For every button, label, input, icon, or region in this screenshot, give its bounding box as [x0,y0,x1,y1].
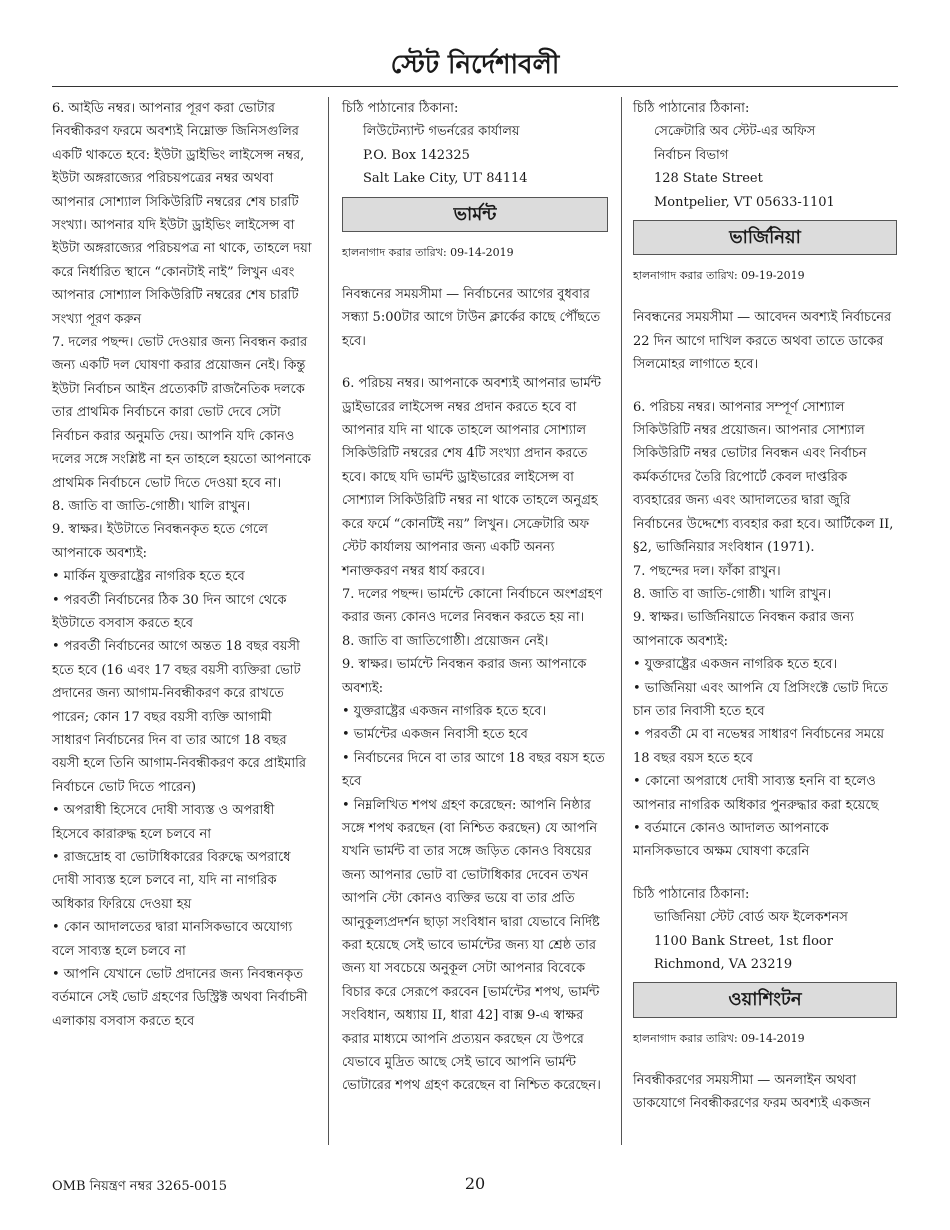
item-heading: 6. আইডি নম্বর। [52,101,136,116]
mailing-address-line: P.O. Box 142325 [363,147,470,163]
deadline-heading: নিবন্ধীকরণের সময়সীমা — [633,1072,771,1088]
deadline-body: নির্বাচনের আগের বুধবার সন্ধ্যা 5:00টার আগে টাউন ক্লার্কের কাছে পৌঁছতে হবে। [342,287,601,349]
deadline-heading: নিবন্ধনের সময়সীমা — [342,287,460,303]
column-vermont [342,97,608,1098]
updated-date: হালনাগাদ করার তারিখ: 09-19-2019 [633,269,805,283]
item-6-id-number [342,372,608,583]
bullet-item: • পরবর্তী নির্বাচনের ঠিক 30 দিন আগে থেকে ইউটাতে বসবাস করতে হবে [52,592,287,631]
registration-deadline [342,283,608,353]
deadline-body: অনলাইন অথবা ডাকযোগে নিবন্ধীকরণের ফরম অবশ্যই একজন [633,1072,871,1112]
item-heading: 8. জাতি বা জাতিগোষ্ঠী। [342,633,470,649]
item-body: ইউটাতে নিবন্ধনকৃত হতে গেলে আপনাকে অবশ্যই: [52,522,268,561]
item-8-race [342,630,608,653]
bullet-item: • অপরাধী হিসেবে দোষী সাব্যস্ত ও অপরাধী হিসেবে কারারুদ্ধ হলে চলবে না [52,803,275,842]
bullet-item: • নির্বাচনের দিনে বা তার আগে 18 বছর বয়স হতে হবে [342,750,605,790]
item-heading: 7. দলের পছন্দ। [52,335,134,351]
bullet-item: • ভার্মন্টের একজন নিবাসী হতে হবে [342,727,528,743]
mailing-address-line: 1100 Bank Street, 1st floor [654,933,833,949]
mailing-address-line: Montpelier, VT 05633-1101 [654,194,835,210]
item-9-signature [52,518,314,565]
item-heading: 7. দলের পছন্দ। [342,586,424,602]
deadline-heading: নিবন্ধনের সময়সীমা — [633,310,751,326]
bullet-item: • কোন আদালতের দ্বারা মানসিকভাবে অযোগ্য বলে সাব্যস্ত হলে চলবে না [52,920,293,959]
mailing-address-line: নির্বাচন বিভাগ [654,147,729,163]
state-heading-vermont: ভার্মন্ট [342,197,608,232]
item-8-race [52,495,314,518]
bullet-item: • আপনি যেখানে ভোট প্রদানের জন্য নিবন্ধনকৃত বর্তমানে সেই ভোট গ্রহণের ডিস্ট্রিক্ট অথবা নির্বাচনী এলাকায় বসবাস করতে হবে [52,967,308,1029]
bullet-item: • রাজদ্রোহ বা ভোটাধিকারের বিরুদ্ধে অপরাধে দোষী সাব্যস্ত হলে চলবে না, যদি না নাগরিক অধিকার ফিরিয়ে দেওয়া হয় [52,850,291,912]
item-body: ফাঁকা রাখুন। [718,563,781,579]
mailing-address-line: সেক্রেটারি অব স্টেট-এর অফিস [654,124,816,140]
mailing-address-label: চিঠি পাঠানোর ঠিকানা: [633,886,750,902]
item-body: আপনার সম্পূর্ণ সোশ্যাল সিকিউরিটি নম্বর প্রয়োজন। আপনার সোশ্যাল সিকিউরিটি নম্বর ভোটার নিবন্ধন এবং নির্বাচন কর্মকর্তাদের তৈরি রিপোর্টে কেবল দাপ্তরিক ব্যবহারের জন্য এবং আদালতের দ্বারা জুরি নির্বাচনের উদ্দেশ্যে ব্যবহার করা হবে। আর্টিকেল II, §2, ভার্জিনিয়ার সংবিধান (1971). [633,399,894,556]
item-7-party-choice [342,583,608,630]
mailing-address-line: ভার্জিনিয়া স্টেট বোর্ড অফ ইলেকশনস [654,910,848,926]
state-heading-virginia: ভার্জিনিয়া [633,220,897,255]
item-7-party-choice [633,560,897,583]
bullet-item: • যুক্তরাষ্ট্রের একজন নাগরিক হতে হবে। [633,657,838,673]
bullet-item: • মার্কিন যুক্তরাষ্ট্রের নাগরিক হতে হবে [52,569,245,585]
item-body: খালি রাখুন। [188,498,251,514]
item-heading: 8. জাতি বা জাতি-গোষ্ঠী। [633,586,766,602]
item-heading: 9. স্বাক্ষর। [52,522,103,538]
item-9-signature [342,653,608,700]
deadline-body: আবেদন অবশ্যই নির্বাচনের 22 দিন আগে দাখিল করতে অথবা তাতে ডাকের সিলমোহর লাগাতে হবে। [633,310,892,373]
bullet-item: • পরবর্তী মে বা নভেম্বর সাধারণ নির্বাচনের সময়ে 18 বছর বয়স হতে হবে [633,727,885,766]
item-heading: 9. স্বাক্ষর। [342,657,393,673]
item-8-race [633,583,897,606]
updated-date: হালনাগাদ করার তারিখ: 09-14-2019 [342,246,514,260]
column-divider [621,97,622,1145]
bullet-item: • কোনো অপরাধে দোষী সাব্যস্ত হননি বা হলেও আপনার নাগরিক অধিকার পুনরুদ্ধার করা হয়েছে [633,774,879,813]
item-9-signature [633,606,897,653]
mailing-address-label: চিঠি পাঠানোর ঠিকানা: [342,101,459,116]
state-heading-washington: ওয়াশিংটন [633,982,897,1017]
item-body: ভার্জিনিয়াতে নিবন্ধন করার জন্য আপনাকে অবশ্যই: [633,610,854,649]
title-divider [52,86,898,87]
column-utah-instructions [52,97,314,1033]
item-7-party-choice [52,331,314,495]
item-body: ভার্মন্টে নিবন্ধন করার জন্য আপনাকে অবশ্যই: [342,657,587,696]
mailing-address-line: লিউটেন্যান্ট গভর্নরের কার্যালয় [363,124,520,140]
column-virginia-washington [633,97,897,1116]
registration-deadline [633,1069,897,1116]
bullet-item: • বর্তমানে কোনও আদালত আপনাকে মানসিকভাবে অক্ষম ঘোষণা করেনি [633,820,829,860]
omb-control-number: OMB নিয়ন্ত্রণ নম্বর 3265-0015 [52,1179,228,1194]
item-heading: 9. স্বাক্ষর। [633,610,684,626]
bullet-item: • যুক্তরাষ্ট্রের একজন নাগরিক হতে হবে। [342,703,547,719]
item-body: ভার্মন্টে কোনো নির্বাচনে অংশগ্রহণ করার জন্য কোনও দলের নিবন্ধন করতে হয় না। [342,586,603,626]
page-title: স্টেট নির্দেশাবলী [390,50,560,80]
item-6-id-number [633,396,897,560]
bullet-item: • পরবর্তী নির্বাচনের আগে অন্তত 18 বছর বয়সী হতে হবে (16 এবং 17 বছর বয়সী ব্যক্তিরা ভোট প্রদানের জন্য আগাম-নিবন্ধীকরণ করে রাখতে পারেন; কোন 17 বছর বয়সী ব্যক্তি আগামী সাধারণ নির্বাচনের দিন বা তার আগে 18 বছর বয়সী হলে তিনি আগাম-নিবন্ধীকরণ করে প্রাইমারি নির্বাচনে ভোট দিতে পারেন) [52,639,307,795]
item-heading: 7. পছন্দের দল। [633,563,715,579]
registration-deadline [633,306,897,376]
item-body: খালি রাখুন। [769,586,832,602]
item-6-id-number [52,97,314,331]
item-body: প্রয়োজন নেই। [474,633,549,649]
item-heading: 6. পরিচয় নম্বর। [342,376,425,392]
item-heading: 6. পরিচয় নম্বর। [633,399,716,415]
item-body: আপনার পূরণ করা ভোটার নিবন্ধীকরণ ফরমে অবশ্যই নিম্নোক্ত জিনিসগুলির একটি থাকতে হবে: ইউটা ড্রাইভিং লাইসেন্স নম্বর, ইউটা অঙ্গরাজ্যের পরিচয়পত্রের নম্বর অথবা আপনার সোশ্যাল সিকিউরিটি নম্বরের শেষ চারটি সংখ্যা। আপনার যদি ইউটা ড্রাইভিং লাইসেন্স বা ইউটা অঙ্গরাজ্যের পরিচয়পত্র না থাকে, তাহলে দয়া করে নির্ধারিত স্থানে “কোনটাই নাই” লিখুন এবং আপনার সোশ্যাল সিকিউরিটি নম্বরের শেষ চারটি সংখ্যা পূরণ করুন [52,101,312,327]
mailing-address-label: চিঠি পাঠানোর ঠিকানা: [633,101,750,116]
bullet-item: • নিম্নলিখিত শপথ গ্রহণ করেছেন: আপনি নিষ্ঠার সঙ্গে শপথ করছেন (বা নিশ্চিত করছেন) যে আপনি যখনি ভার্মন্ট বা তার সঙ্গে জড়িত কোনও বিষয়ের জন্য আপনার ভোট বা ভোটাধিকার দেবেন তখন আপনি স্টো কোনও ব্যক্তির ভয়ে বা তার প্রতি আনুকূল্যপ্রদর্শন ছাড়া সংবিধান দ্বারা যেভাবে নির্দিষ্ট করা হয়েছে সেই ভাবে ভার্মন্টের জন্য যা শ্রেষ্ঠ তার জন্য যা সবচেয়ে অনুকূল সেটা আপনার বিবেকে বিচার করে সেরূপে করবেন [ভার্মন্টের শপথ, ভার্মন্ট সংবিধান, অধ্যায় II, ধারা 42] বাক্স 9-এ স্বাক্ষর করার মাধ্যমে আপনি প্রত্যয়ন করছেন যে উপরে যেভাবে মুদ্রিত আছে সেই ভাবে আপনি ভার্মন্ট ভোটারের শপথ গ্রহণ করেছেন বা নিশ্চিত করেছেন। [342,797,601,1094]
updated-date: হালনাগাদ করার তারিখ: 09-14-2019 [633,1031,805,1045]
mailing-address-line: Richmond, VA 23219 [654,957,793,972]
item-heading: 8. জাতি বা জাতি-গোষ্ঠী। [52,498,185,514]
mailing-address-line: 128 State Street [654,171,763,187]
bullet-item: • ভার্জিনিয়া এবং আপনি যে প্রিসিংক্টে ভোট দিতে চান তার নিবাসী হতে হবে [633,680,888,719]
page-number: 20 [464,1174,486,1193]
item-body: ভোট দেওয়ার জন্য নিবন্ধন করার জন্য একটি দল ঘোষণা করার প্রয়োজন নেই। কিন্তু ইউটা নির্বাচন আইন প্রত্যেকটি রাজনৈতিক দলকে তার প্রাথমিক নির্বাচনে কারা ভোট দেবে সেটা নির্বাচন করার অনুমতি দেয়। আপনি যদি কোনও দলের সঙ্গে সংশ্লিষ্ট না হন তাহলে হয়তো আপনাকে প্রাথমিক নির্বাচনে ভোট দিতে দেওয়া হবে না। [52,335,311,491]
mailing-address-line: Salt Lake City, UT 84114 [363,171,528,187]
column-divider [328,97,329,1145]
item-body: আপনাকে অবশ্যই আপনার ভার্মন্ট ড্রাইভারের লাইসেন্স নম্বর প্রদান করতে হবে বা আপনার যদি না থাকে তাহলে আপনার সোশ্যাল সিকিউরিটি নম্বরের শেষ 4টি সংখ্যা প্রদান করতে হবে। কাছে যদি ভার্মন্ট ড্রাইভারের লাইসেন্স বা সোশ্যাল সিকিউরিটি নম্বর না থাকে তাহলে অনুগ্রহ করে ফর্মে “কোনটিই নয়” লিখুন। সেক্রেটারি অফ স্টেট কার্যালয় আপনার জন্য একটি অনন্য শনাক্তকরণ নম্বর ধার্য করবে। [342,376,601,579]
